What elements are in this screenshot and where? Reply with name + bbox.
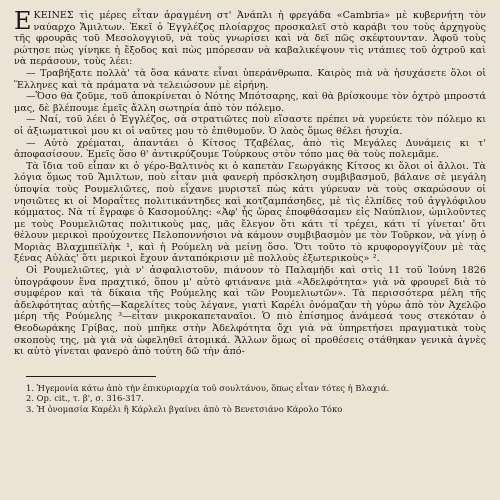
paragraph: ΕΚΕΙΝΕΣ τὶς μέρες εἶταν ἀραγμένη στ' Ἀνάπλι ἡ φρεγάδα «Cambria» μὲ κυβερνήτη τὸν ναύαρχο Ἄμιλτων. Ἐκεῖ ὁ Ἐγγλέζος πλοίαρχος προσκαλεῖ στὸ καράβι του τοὺς ἀρχηγοὺς τῆς φρουρᾶς τοῦ Μεσολογγιοῦ, νὰ τοὺς γνωρίσει καὶ νὰ δεῖ πῶς σκέφτουνταν. Ἀφοῦ τοὺς ρώτησε πὼς γίνηκε ἡ ἔξοδος καὶ πὼς μπόρεσαν νὰ καβαλικέψουν τὶς ντάπιες τοῦ ὀχτροῦ καὶ νὰ περάσουν, τοὺς λέει: [14, 7, 486, 68]
paragraph: Οἱ Ρουμελιῶτες, γιὰ ν' ἀσφαλιστοῦν, πιάνουν τὸ Παλαμήδι καὶ στὶς 11 τοῦ Ἰούνη 1826 ὑπογράφουν ἕνα πραχτικό, ὅπου μ' αὐτὸ φτιάνανε μιὰ «Ἀδελφότητα» γιὰ νὰ φρουρεῖ διὰ τὸ συμφέρον καὶ τὰ δίκαια τῆς Ρούμελης καὶ τῶν Ρουμελιωτῶν». Τὰ περισσότερα μέλη τῆς ἀδελφότητας αὐτῆς—Καρελίτες τοὺς λέγανε, γιατὶ Καρέλι ὀνόμαζαν τὴ γύρω ἀπὸ τὸν Ἀχελῷο μέρη τῆς Ρούμελης ³—εἶταν μικροκαπεταναῖοι. Ὁ πιὸ ἐπίσημος ἀνάμεσά τους στεκόταν ὁ Θεοδωράκης Γρίβας, ποὺ μπῆκε στὴν Ἀδελφότητα ὄχι γιὰ νὰ ὑπηρετήσει πραγματικὰ τοὺς σκοποὺς της, μὰ γιὰ νὰ ὠφεληθεῖ ἀτομικά. Ἄλλων ὅμως οἱ προθέσεις στάθηκαν γενικὰ ἁγνὲς κι αὐτὸ γίνεται φανερὸ ἀπὸ τούτη δῶ τὴν ἀπό- [14, 265, 486, 358]
footnote-divider [26, 376, 156, 377]
paragraph: — Τραβήξατε πολλὰ' τὰ ὅσα κάνατε εἶναι ὑπεράνθρωπα. Καιρὸς πιὰ νὰ ἡσυχάσετε ὅλοι οἱ Ἕλληνες καὶ τὰ πράματα νὰ τελειώσουν μὲ εἰρήνη. [14, 67, 486, 91]
paragraph: Τὰ ἴδια τοῦ εἶπαν κι ὁ γέρο-Βαλτινὸς κι ὁ καπετὰν Γεωργάκης Κίτσος κι ὅλοι οἱ ἄλλοι. Τὰ λόγια ὅμως τοῦ Ἄμιλτων, ποὺ εἶταν μιὰ φανερὴ πρόσκληση συμβιβασμοῦ, βάλανε σὲ μεγάλη ὑποψία τοὺς Ρουμελιῶτες, ποὺ εἶχανε μυριστεῖ πὼς κάτι γύρευαν νὰ τοὺς σκαρώσουν οἱ νησιῶτες κι οἱ Μοραΐτες πολιτικάντηδες καὶ κοτζαμπάσηδες, μὲ τὶς ἐλπίδες τοῦ ἀγγλόφιλου κόμματος. Νὰ τί ἔγραφε ὁ Κασομούλης: «Ἀφ' ἧς ὥρας ἐποφθάσαμεν εἰς Ναύπλιον, ὡμιλοῦντες με τοὺς Ρουμελιῶτας πολιτικοὺς μας, μᾶς ἔλεγον ὅτι κάτι τί τρέχει, κάτι τί γίνεται' ὅτι θέλουν μερικοὶ προύχοντες Πελοποννήσιοι νὰ κάμουν συμβιβασμὸν με τὸν Τοῦρκον, νὰ γίνῃ ὁ Μοριὰς Βλαχμπεϊλὴκ ¹, καὶ ἡ Ρούμελη νὰ μείνῃ ὅσο. Ὅτι τοῦτο τὸ κρυφορογγίζουν μὲ τὰς ξένας Αὐλὰς' ὅτι μερικοὶ ἔχουν ἀνταπόκρισιν μὲ πολλοὺς ἐξωτερικοὺς» ². [14, 160, 486, 265]
footnote: 2. Op. cit., τ. β', σ. 316-317. [26, 393, 144, 404]
footnote: 1. Ἡγεμονία κάτω ἀπὸ τὴν ἐπικυριαρχία τοῦ σουλτάνου, ὅπως εἶταν τότες ἡ Βλαχιά. [26, 382, 390, 393]
paragraph: — Ναί, τοῦ λέει ὁ Ἐγγλέζος, σὰ στρατιῶτες ποὺ εἴσαστε πρέπει νὰ γυρεύετε τὸν πόλεμο κι οἱ ἀξιωματικοὶ μου κι οἱ ναῦτες μου τὸ ἐπιθυμοῦν. Ὁ λαὸς ὅμως θέλει ἡσυχία. [14, 114, 486, 137]
drop-cap: Ε [14, 7, 32, 35]
footnote: 3. Ἡ ὀνομασία Καρέλι ἢ Κάρλελι βγαίνει ἀπὸ τὸ Βενετσιάνο Κάρολο Τόκο [26, 403, 343, 414]
footnotes [14, 383, 486, 414]
main-text [14, 7, 486, 358]
paragraph: —Ὅσο θὰ ζοῦμε, τοῦ ἀποκρίνεται ὁ Νότης Μπότσαρης, καὶ θὰ βρίσκουμε τὸν ὀχτρὸ μπροστά μας, δὲ βλέπουμε ἐμεῖς ἄλλη σωτηρία ἀπὸ τὸν πόλεμο. [14, 91, 486, 114]
paragraph: — Αὐτὸ χρέμαται, ἀπαντάει ὁ Κίτσος Τζαβέλας, ἀπὸ τὶς Μεγάλες Δυνάμεις κι τ' ἀποφασίσουν. Ἐμεῖς ὅσο θ' ἀντικρύζουμε Τούρκους στὸν τόπο μας θὰ τοὺς πολεμᾶμε. [14, 137, 486, 161]
